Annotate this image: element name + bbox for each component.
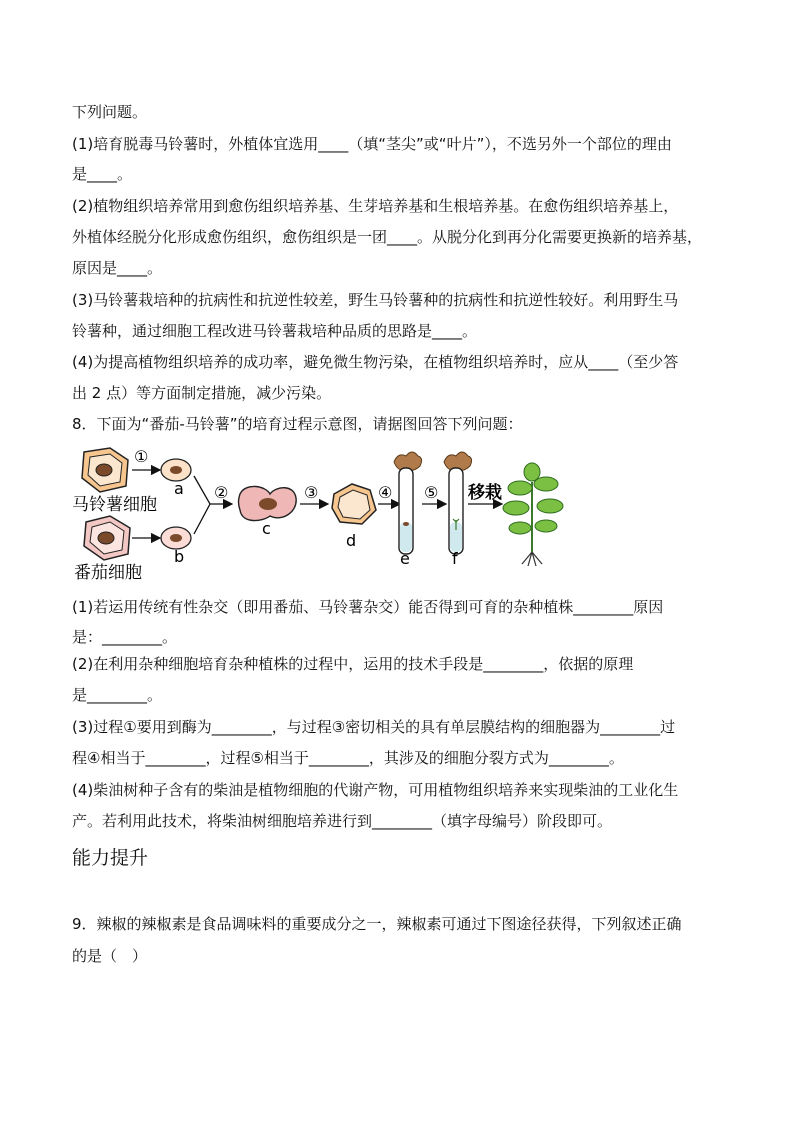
line-11: 8．下面为“番茄-马铃薯”的培育过程示意图，请据图回答下列问题： [72, 415, 523, 433]
line-1: 下列问题。 [72, 103, 148, 121]
label-c: c [262, 519, 271, 538]
line-13: 是：________。 [72, 628, 178, 646]
line-19: 产。若利用此技术，将柴油树细胞培养进行到________（填字母编号）阶段即可。 [72, 812, 613, 830]
step-2-label: ② [214, 483, 229, 502]
potato-cell-label: 马铃薯细胞 [72, 495, 157, 515]
protoplast-a-icon [161, 459, 191, 481]
line-20: 9．辣椒的辣椒素是食品调味料的重要成分之一，辣椒素可通过下图途径获得，下列叙述正确 [72, 915, 682, 933]
line-7: (3)马铃薯栽培种的抗病性和抗逆性较差，野生马铃薯种的抗病性和抗逆性较好。利用野生马 [72, 291, 679, 309]
step-1-label: ① [134, 447, 149, 466]
line-4: (2)植物组织培养常用到愈伤组织培养基、生芽培养基和生根培养基。在愈伤组织培养基上， [72, 197, 679, 215]
transplant-label: 移栽 [468, 483, 502, 503]
line-6: 原因是____。 [72, 259, 163, 277]
plant-icon [503, 463, 563, 566]
step-5-label: ⑤ [424, 483, 439, 502]
line-18: (4)柴油树种子含有的柴油是植物细胞的代谢产物，可用植物组织培养来实现柴油的工业化生 [72, 781, 679, 799]
tomato-potato-diagram [70, 442, 590, 582]
line-16: (3)过程①要用到酶为________，与过程③密切相关的具有单层膜结构的细胞器为________过 [72, 718, 676, 736]
step-3-label: ③ [304, 483, 319, 502]
line-12: (1)若运用传统有性杂交（即用番茄、马铃薯杂交）能否得到可育的杂种植株________原因 [72, 598, 664, 616]
line-17: 程④相当于________，过程⑤相当于________，其涉及的细胞分裂方式为________。 [72, 749, 624, 767]
tube-e-icon [394, 452, 422, 554]
line-15: 是________。 [72, 686, 163, 704]
step-4-label: ④ [378, 483, 393, 502]
protoplast-b-icon [161, 527, 191, 549]
line-3: 是____。 [72, 165, 133, 183]
label-e: e [400, 549, 410, 568]
tube-f-icon [444, 452, 472, 554]
line-14: (2)在利用杂种细胞培育杂种植株的过程中，运用的技术手段是________，依据的原理 [72, 655, 634, 673]
fused-cell-c-icon [239, 486, 297, 520]
label-f: f [452, 549, 458, 568]
section-heading: 能力提升 [72, 847, 149, 869]
hybrid-cell-d-icon [332, 484, 376, 524]
potato-cell-icon [82, 448, 128, 492]
line-8: 铃薯种，通过细胞工程改进马铃薯栽培种品质的思路是____。 [72, 322, 478, 340]
line-10: 出 2 点）等方面制定措施，减少污染。 [72, 384, 332, 402]
line-5: 外植体经脱分化形成愈伤组织，愈伤组织是一团____。从脱分化到再分化需要更换新的培养基， [72, 228, 703, 246]
line-9: (4)为提高植物组织培养的成功率，避免微生物污染，在植物组织培养时，应从____（至少答 [72, 353, 679, 371]
line-2: (1)培育脱毒马铃薯时，外植体宜选用____（填“茎尖”或“叶片”），不选另外一个部位的理由 [72, 135, 672, 153]
line-21: 的是（ ） [72, 947, 148, 965]
tomato-cell-label: 番茄细胞 [74, 563, 142, 582]
label-a: a [174, 479, 184, 498]
label-b: b [174, 547, 185, 566]
tomato-cell-icon [84, 516, 130, 560]
label-d: d [346, 531, 357, 550]
